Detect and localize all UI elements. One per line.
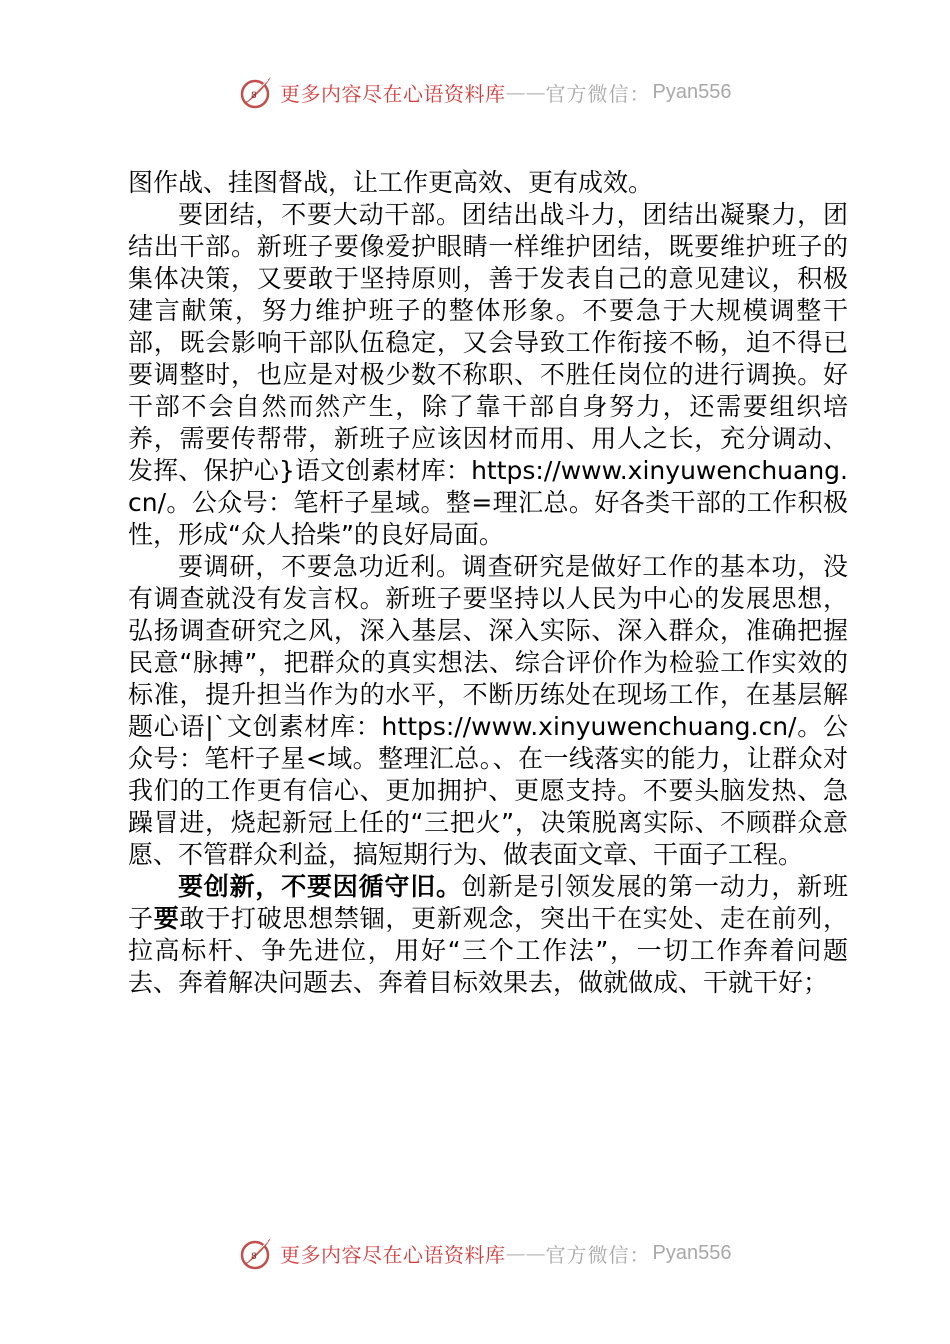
paragraph-4 xyxy=(128,871,848,999)
paragraph-4-text-b: 敢于打破思想禁锢，更新观念，突出干在实处、走在前列，拉高标杆、争先进位，用好“三个工作法”，一切工作奔着问题去、奔着解决问题去、奔着目标效果去，做就做成、干就干好； xyxy=(128,904,848,997)
paragraph-4-heading: 要创新，不要因循守旧。 xyxy=(178,872,462,901)
footer-banner xyxy=(238,1233,758,1273)
paragraph-4-text-a: 创新是引领发展的第一动力，新班子 xyxy=(128,872,848,933)
svg-text:8: 8 xyxy=(251,1252,257,1262)
quill-pen-logo-icon xyxy=(238,1235,274,1271)
banner-title: 更多内容尽在心语资料库 xyxy=(280,81,506,106)
banner-wechat-label: 官方微信： xyxy=(545,81,651,106)
paragraph-3: 要调研，不要急功近利。调查研究是做好工作的基本功，没有调查就没有发言权。新班子要坚持以人民为中心的发展思想，弘扬调查研究之风，深入基层、深入实际、深入群众，准确把握民意“脉搏”，把群众的真实想法、综合评价作为检验工作实效的标准，提升担当作为的水平，不断历练处在现场工作，在基层解题心语|`文创素材库：https://www.xinyuwenchuang.cn/。公众号：笔杆子星<域。整理汇总。、在一线落实的能力，让群众对我们的工作更有信心、更加拥护、更愿支持。不要头脑发热、急躁冒进，烧起新冠上任的“三把火”，决策脱离实际、不顾群众意愿、不管群众利益，搞短期行为、做表面文章、干面子工程。 xyxy=(128,552,848,869)
header-banner xyxy=(238,72,758,112)
quill-pen-logo-icon xyxy=(238,74,274,110)
banner-wechat-id: Pyan556 xyxy=(652,80,732,103)
svg-text:8: 8 xyxy=(251,91,257,101)
document-body xyxy=(128,167,848,999)
banner-wechat-id: Pyan556 xyxy=(652,1241,732,1264)
banner-title: 更多内容尽在心语资料库 xyxy=(280,1242,506,1267)
paragraph-1: 图作战、挂图督战，让工作更高效、更有成效。 xyxy=(128,168,654,197)
paragraph-4-bold-word: 要 xyxy=(153,904,180,933)
banner-separator: —— xyxy=(505,80,546,104)
banner-wechat-label: 官方微信： xyxy=(545,1242,651,1267)
banner-separator: —— xyxy=(505,1241,546,1265)
paragraph-2: 要团结，不要大动干部。团结出战斗力，团结出凝聚力，团结出干部。新班子要像爱护眼睛一样维护团结，既要维护班子的集体决策，又要敢于坚持原则，善于发表自己的意见建议，积极建言献策，努力维护班子的整体形象。不要急于大规模调整干部，既会影响干部队伍稳定，又会导致工作衔接不畅，迫不得已要调整时，也应是对极少数不称职、不胜任岗位的进行调换。好干部不会自然而然产生，除了靠干部自身努力，还需要组织培养，需要传帮带，新班子应该因材而用、用人之长，充分调动、发挥、保护心}语文创素材库：https://www.xinyuwenchuang.cn/。公众号：笔杆子星域。整=理汇总。好各类干部的工作积极性，形成“众人拾柴”的良好局面。 xyxy=(128,200,848,549)
